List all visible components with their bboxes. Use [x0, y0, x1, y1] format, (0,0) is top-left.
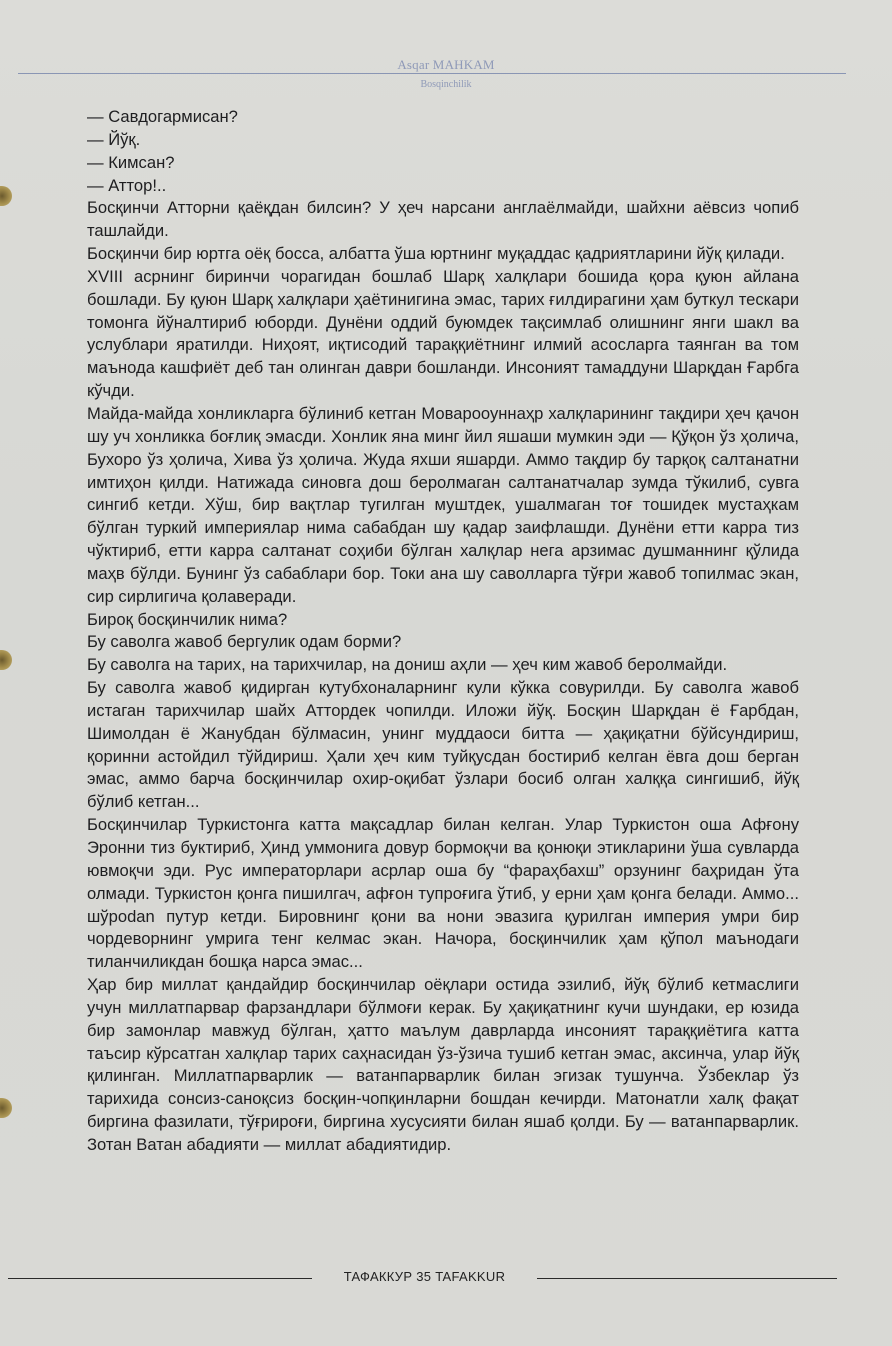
paragraph: XVIII асрнинг биринчи чорагидан бошлаб Шарқ халқлари бошида қора қуюн айлана бошлади. Бу қуюн Шарқ халқлари ҳаётинигина эмас, тарих ғилдирагини ҳам буткул тескари томонга йўналтириб юборди. Дунёни оддий буюмдек тақсимлаб олишнинг янги шакл ва услублари яратилди. Ниҳоят, иқтисодий тараққиётнинг илмий асосларга таянган ва том маънода кашфиёт деб тан олинган даври бошланди. Инсоният тамаддуни Шарқдан Ғарбга кўчди.: [87, 266, 799, 401]
footer-rule-right: [537, 1278, 837, 1279]
paragraph: Босқинчилар Туркистонга катта мақсадлар билан келган. Улар Туркистон оша Афғону Эронни тиз буктириб, Ҳинд уммонига довур бормоқчи ва қонюқи этикларини ўша сувларда ювмоқчи эди. Рус императорлари асрлар оша бу “фараҳбахш” орзунинг баҳридан ўта олмади. Туркистон қонга пишилгач, афғон тупроғига ўтиб, у ерни ҳам қонга белади. Аммо... шўрodan путур кетди. Бировнинг қони ва нони эвазига қурилган империя умри бир чордеворнинг умрига тенг келмас экан. Начора, босқинчилик ҳам қўпол маънодаги тиланчиликдан бошқа нарса эмас...: [87, 815, 799, 972]
dialogue-line: — Йўқ.: [87, 129, 141, 149]
binder-hole: [0, 1098, 12, 1118]
running-header-title: Bosqinchilik: [420, 79, 472, 90]
footer-page-label: ТАФАККУР 35 TAFAKKUR: [343, 1269, 506, 1284]
paragraph: Ҳар бир миллат қандайдир босқинчилар оёқлари остида эзилиб, йўқ бўлиб кетмаслиги учун миллатпарвар фарзандлари бўлмоғи керак. Бу ҳақиқатнинг кучи шундаки, ер юзида бир замонлар мавжуд бўлган, ҳатто маълум даврларда инсоният тараққиётига катта таъсир кўрсатган халқлар тарих саҳнасидан ўз-ўзича тушиб кетган эмас, аксинча, улар йўқ қилинган. Миллатпарварлик — ватанпарварлик билан эгизак тушунча. Ўзбеклар ўз тарихида сонсиз-саноқсиз босқин-чопқинларни бошдан кечирди. Матонатли халқ фақат биргина фазилати, тўғрироғи, биргина хусусияти билан яшаб қолди. Бу — ватанпарварлик. Зотан Ватан абадияти — миллат абадиятидир.: [87, 975, 799, 1154]
page-footer: [0, 1266, 892, 1286]
binder-hole: [0, 186, 12, 206]
dialogue-line: — Кимсан?: [87, 152, 175, 172]
running-header-author: Asqar MAHKAM: [397, 57, 495, 72]
paragraph: Бу саволга на тарих, на тарихчилар, на дониш аҳли — ҳеч ким жавоб беролмайди.: [87, 655, 728, 675]
paragraph: Босқинчи бир юртга оёқ босса, албатта ўша юртнинг муқаддас қадриятларини йўқ қилади.: [87, 244, 785, 264]
paragraph: Бу саволга жавоб қидирган кутубхоналарнинг кули кўкка совурилди. Бу саволга жавоб истаган тарихчилар шайх Аттордек чопилди. Иложи йўқ. Босқин Шарқдан ё Ғарбдан, Шимолдан ё Жанубдан бўлмасин, унинг муддаоси битта — ҳақиқатни бўйсундириш, қоринни астойдил тўйдириш. Ҳали ҳеч ким туйқусдан бостириб келган ёвга дош берган эмас, аммо барча босқинчилар охир-оқибат ўзлари босиб олган халққа сингишиб, йўқ бўлиб кетган...: [87, 678, 799, 812]
dialogue-line: — Савдогармисан?: [87, 107, 238, 126]
dialogue-line: — Аттор!..: [87, 175, 167, 195]
footer-rule-left: [8, 1278, 312, 1279]
paragraph: Майда-майда хонликларга бўлиниб кетган Моварооуннаҳр халқларининг тақдири ҳеч қачон шу уч хонликка боғлиқ эмасди. Хонлик яна минг йил яшаши мумкин эди — Қўқон ўз ҳолича, Бухоро ўз ҳолича, Хива ўз ҳолича. Жуда яхши яшарди. Аммо тақдир бу тарқоқ салтанатни имтиҳон қилди. Натижада синовга дош беролмаган салтанатчалар зумда тўкилиб, сувга сингиб кетди. Хўш, бир вақтлар тугилган муштдек, ушалмаган тоғ тошидек мустаҳкам бўлган туркий империялар нима сабабдан шу қадар заифлашди. Дунёни етти карра тиз чўктириб, етти карра салтанат соҳиби бўлган халқлар нега арзимас душманнинг қўлида маҳв бўлди. Бунинг ўз сабаблари бор. Токи ана шу саволларга тўғри жавоб топилмас экан, сир сирлигича қолаверади.: [87, 403, 799, 606]
binder-hole: [0, 650, 12, 670]
article-body: [87, 106, 799, 1157]
header-divider: [18, 73, 846, 74]
paragraph: Босқинчи Атторни қаёқдан билсин? У ҳеч нарсани англаёлмайди, шайхни аёвсиз чопиб ташлайди.: [87, 198, 799, 241]
paragraph: Бироқ босқинчилик нима?: [87, 609, 288, 629]
paragraph: Бу саволга жавоб бергулик одам борми?: [87, 632, 402, 652]
